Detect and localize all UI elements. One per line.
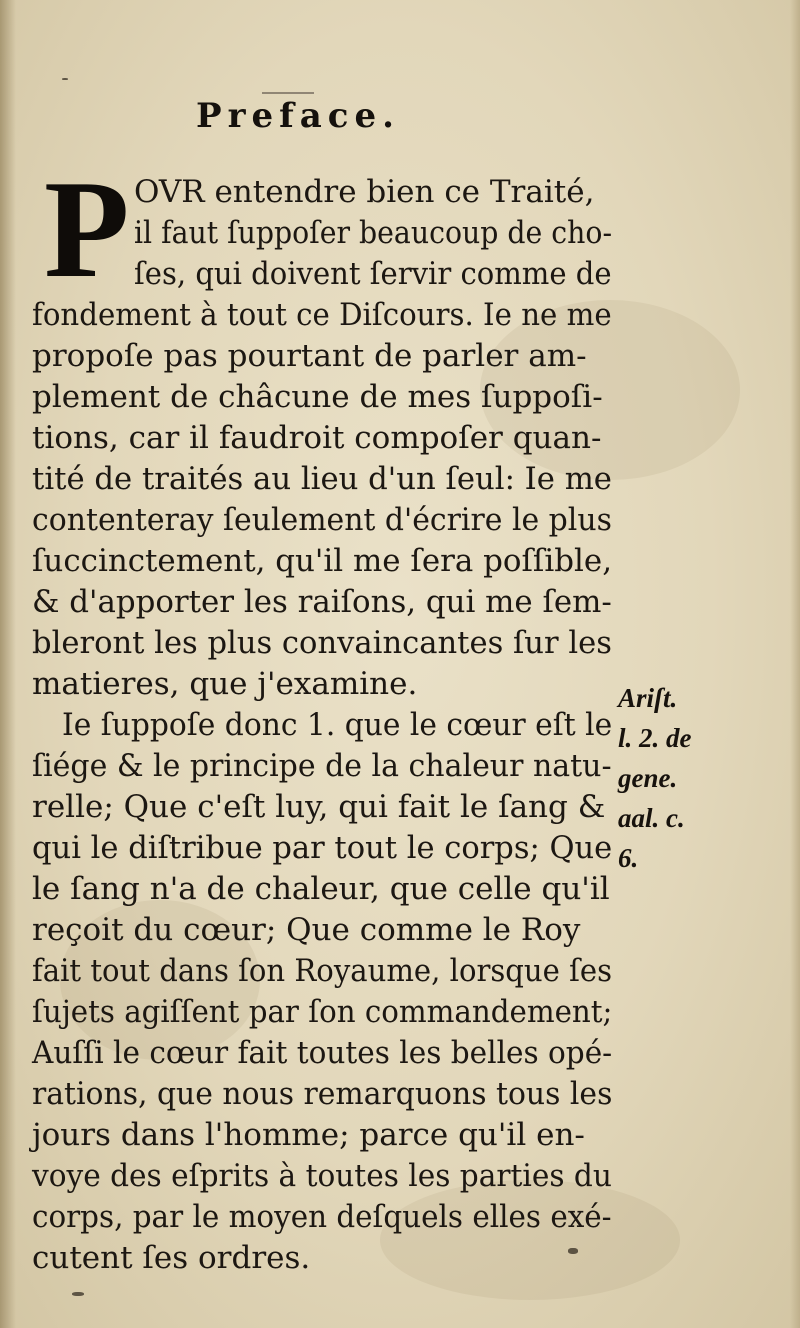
ink-speck [568, 1248, 578, 1254]
ink-speck [72, 1292, 84, 1296]
text-line: bleront les plus convaincantes ſur les [32, 625, 612, 661]
text-line: contenteray ſeulement d'écrire le plus [32, 502, 612, 538]
text-line: OVR entendre bien ce Traité, [134, 174, 595, 210]
text-line: & d'apporter les raiſons, qui me ſem- [32, 584, 612, 620]
text-line: relle; Que c'eſt luy, qui fait le ſang & [32, 789, 606, 825]
text-line: propoſe pas pourtant de parler am- [32, 338, 587, 374]
text-line: le ſang n'a de chaleur, que celle qu'il [32, 871, 610, 907]
binding-shadow [0, 0, 16, 1328]
margin-note: 6. [618, 843, 639, 873]
text-line: Ie ſuppoſe donc 1. que le cœur eſt le [62, 707, 613, 743]
text-line: rations, que nous remarquons tous les [32, 1076, 613, 1112]
drop-cap [44, 152, 130, 307]
text-line: matieres, que j'examine. [32, 666, 418, 702]
text-line: ſuccinctement, qu'il me ſera poſſible, [32, 543, 613, 579]
margin-note: aal. c. [618, 803, 685, 833]
text-line: Auſſi le cœur fait toutes les belles opé- [32, 1035, 613, 1071]
text-line: ſujets agiſſent par ſon commandement; [32, 994, 613, 1030]
header-rule [262, 92, 314, 94]
margin-note: l. 2. de [618, 723, 692, 753]
text-line: fait tout dans ſon Royaume, lorsque ſes [32, 953, 613, 989]
margin-note: Ariſt. [618, 683, 678, 713]
text-line: voye des eſprits à toutes les parties du [32, 1158, 612, 1194]
text-line: fondement à tout ce Diſcours. Ie ne me [32, 297, 612, 333]
text-line: cutent ſes ordres. [32, 1240, 311, 1276]
text-line: jours dans l'homme; parce qu'il en- [32, 1117, 585, 1153]
text-line: tions, car il faudroit compoſer quan- [32, 420, 602, 456]
drop-cap-letter: P [44, 152, 130, 307]
margin-note: gene. [618, 763, 678, 793]
text-line: corps, par le moyen deſquels elles exé- [32, 1199, 612, 1235]
text-line: il faut ſuppoſer beaucoup de cho- [134, 215, 613, 251]
text-line: reçoit du cœur; Que comme le Roy [32, 912, 581, 948]
text-line: ſes, qui doivent ſervir comme de [134, 256, 612, 292]
page-edge [790, 0, 800, 1328]
text-line: ſiége & le principe de la chaleur natu- [32, 748, 612, 784]
ink-speck [62, 78, 68, 80]
text-line: tité de traités au lieu d'un ſeul: Ie me [32, 461, 612, 497]
text-line: plement de châcune de mes ſuppoſi- [32, 379, 603, 415]
text-line: qui le diſtribue par tout le corps; Que [32, 830, 613, 866]
page-header: Preface. [196, 96, 400, 136]
